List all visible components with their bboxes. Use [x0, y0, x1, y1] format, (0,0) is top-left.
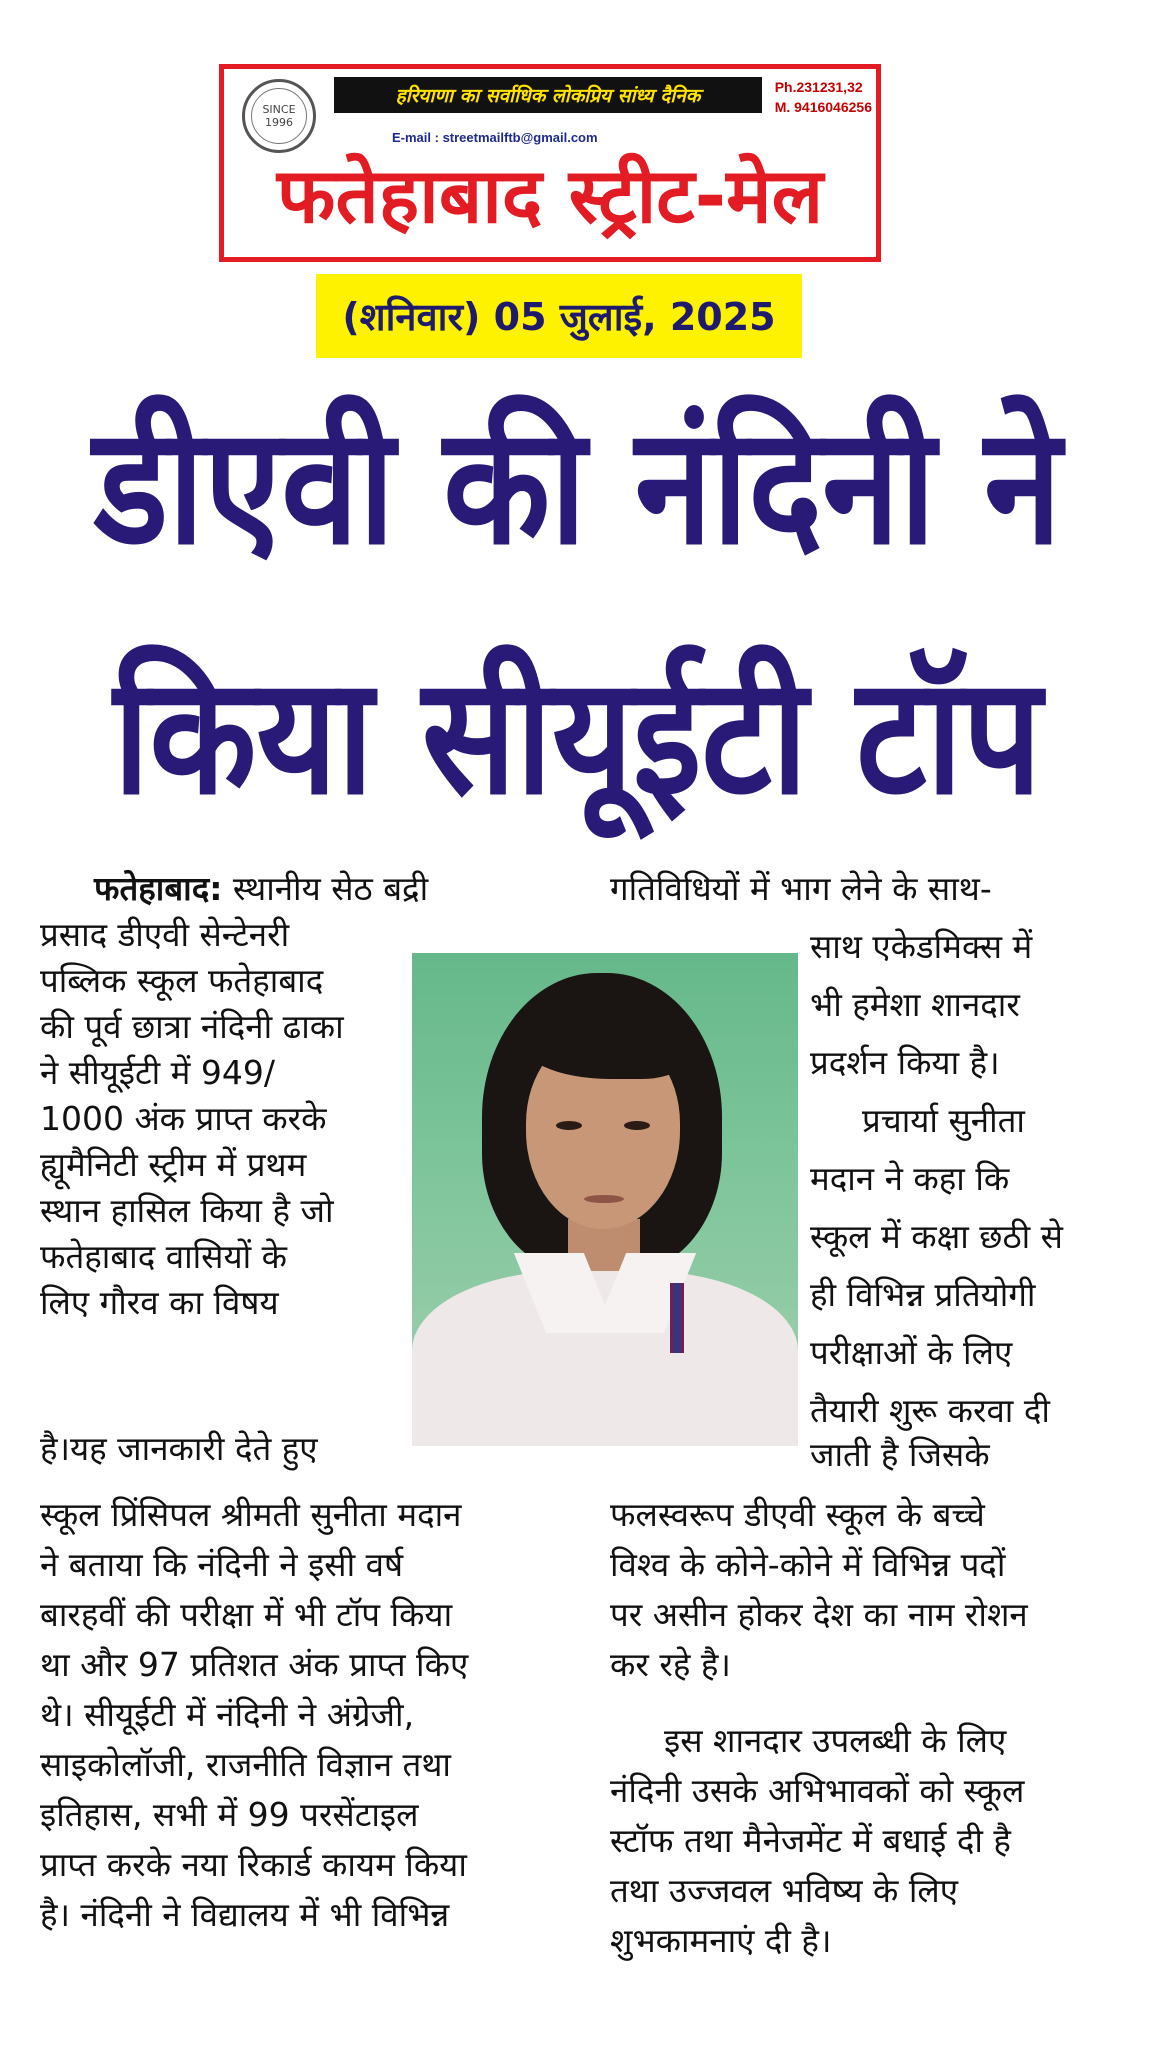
- masthead-email: E-mail : streetmailftb@gmail.com: [392, 130, 598, 145]
- article-line: फतेहाबाद: स्थानीय सेठ बद्री: [94, 869, 429, 908]
- article-line: है। नंदिनी ने विद्यालय में भी विभिन्न: [40, 1895, 450, 1934]
- article-line: प्रसाद डीएवी सेन्टेनरी: [40, 915, 290, 954]
- article-line: पर असीन होकर देश का नाम रोशन: [610, 1595, 1028, 1634]
- article-line: साइकोलॉजी, राजनीति विज्ञान तथा: [40, 1745, 451, 1784]
- article-line: जाती है जिसके: [810, 1435, 990, 1474]
- article-line: प्रचार्या सुनीता: [862, 1101, 1025, 1140]
- article-line: तथा उज्जवल भविष्य के लिए: [610, 1871, 959, 1910]
- portrait-shirt: [412, 1271, 798, 1446]
- newspaper-masthead: [219, 64, 881, 262]
- issue-date: (शनिवार) 05 जुलाई, 2025: [316, 274, 802, 358]
- article-dateline: फतेहाबाद:: [94, 869, 223, 908]
- article-line: फतेहाबाद वासियों के: [40, 1237, 287, 1276]
- article-line: इतिहास, सभी में 99 परसेंटाइल: [40, 1795, 419, 1834]
- portrait-eye-left: [556, 1121, 582, 1130]
- headline-line-2: किया सीयूईटी टॉप: [113, 643, 1042, 831]
- portrait-eye-right: [624, 1121, 650, 1130]
- article-line: की पूर्व छात्रा नंदिनी ढाका: [40, 1007, 344, 1046]
- article-line: था और 97 प्रतिशत अंक प्राप्त किए: [40, 1645, 469, 1684]
- article-line: 1000 अंक प्राप्त करके: [40, 1099, 327, 1138]
- article-line: कर रहे है।: [610, 1645, 731, 1684]
- article-line: लिए गौरव का विषय: [40, 1283, 279, 1322]
- article-line: शुभकामनाएं दी है।: [610, 1921, 832, 1960]
- article-line: फलस्वरूप डीएवी स्कूल के बच्चे: [610, 1495, 985, 1534]
- portrait-mouth: [584, 1195, 624, 1203]
- article-line: नंदिनी उसके अभिभावकों को स्कूल: [610, 1771, 1025, 1810]
- seal-text: SINCE 1996: [262, 103, 296, 129]
- article-line: स्कूल प्रिंसिपल श्रीमती सुनीता मदान: [40, 1495, 462, 1534]
- article-line: पब्लिक स्कूल फतेहाबाद: [40, 961, 324, 1000]
- masthead-phone: Ph.231231,32: [774, 79, 863, 95]
- masthead-contact: [775, 77, 872, 117]
- article-line: तैयारी शुरू करवा दी: [810, 1391, 1050, 1430]
- article-line: मदान ने कहा कि: [810, 1159, 1010, 1198]
- article-line: ही विभिन्न प्रतियोगी: [810, 1275, 1036, 1314]
- article-line: परीक्षाओं के लिए: [810, 1333, 1013, 1372]
- article-line: प्रदर्शन किया है।: [810, 1043, 1000, 1082]
- article-line: ने सीयूईटी में 949/: [40, 1053, 276, 1092]
- article-line: साथ एकेडमिक्स में: [810, 927, 1033, 966]
- article-line: स्थान हासिल किया है जो: [40, 1191, 334, 1230]
- article-line: ने बताया कि नंदिनी ने इसी वर्ष: [40, 1545, 404, 1584]
- article-line: इस शानदार उपलब्धी के लिए: [664, 1721, 1007, 1760]
- masthead-tagline: हरियाणा का सर्वाधिक लोकप्रिय सांध्य दैनिक: [334, 77, 762, 113]
- article-line: गतिविधियों में भाग लेने के साथ-: [610, 869, 992, 908]
- article-line: स्कूल में कक्षा छठी से: [810, 1217, 1063, 1256]
- headline-line-1: डीएवी की नंदिनी ने: [93, 393, 1062, 581]
- article-line: स्टॉफ तथा मैनेजमेंट में बधाई दी है: [610, 1821, 1011, 1860]
- article-line: बारहवीं की परीक्षा में भी टॉप किया: [40, 1595, 453, 1634]
- newspaper-name: फतेहाबाद स्ट्रीट-मेल: [276, 151, 824, 240]
- article-line: भी हमेशा शानदार: [810, 985, 1020, 1024]
- article-line: थे। सीयूईटी में नंदिनी ने अंग्रेजी,: [40, 1695, 415, 1734]
- article-line: विश्व के कोने-कोने में विभिन्न पदों: [610, 1545, 1006, 1584]
- student-portrait-photo: [412, 953, 798, 1446]
- article-line: है।यह जानकारी देते हुए: [40, 1429, 318, 1468]
- article-line: प्राप्त करके नया रिकार्ड कायम किया: [40, 1845, 467, 1884]
- portrait-tie: [670, 1283, 684, 1353]
- article-line: ह्यूमैनिटी स्ट्रीम में प्रथम: [40, 1145, 307, 1184]
- masthead-mobile: M. 9416046256: [774, 99, 872, 115]
